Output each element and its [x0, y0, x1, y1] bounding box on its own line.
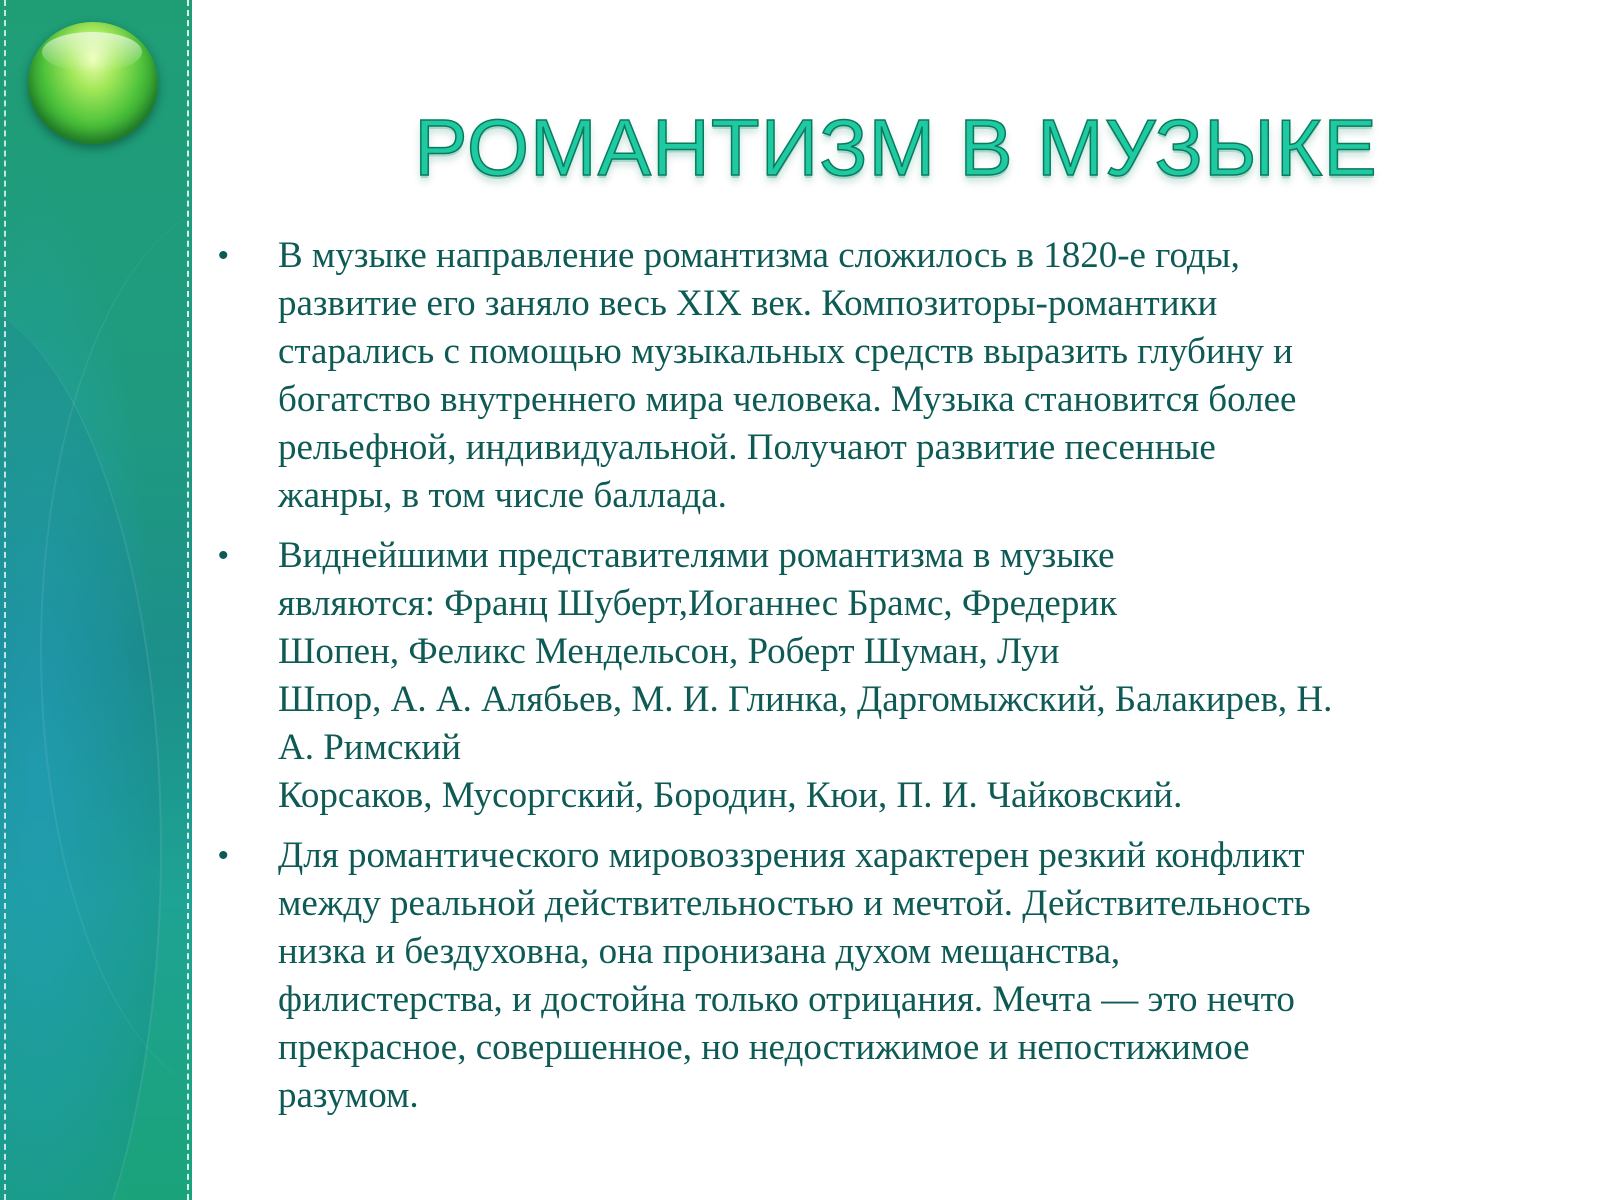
bullet-item — [210, 232, 1500, 520]
bullet-line: между реальной действительностью и мечтой. Действительность — [278, 883, 1311, 924]
bullet-line: низка и бездуховна, она пронизана духом мещанства, — [278, 931, 1121, 972]
bullet-list — [210, 232, 1500, 1132]
bullet-mark: • — [218, 539, 229, 572]
bullet-line: Корсаков, Мусоргский, Бородин, Кюи, П. И. Чайковский. — [278, 775, 1183, 816]
bullet-line: прекрасное, совершенное, но недостижимое и непостижимое — [278, 1027, 1250, 1068]
bullet-line: Шопен, Феликс Мендельсон, Роберт Шуман, Луи — [278, 631, 1060, 672]
bullet-item — [210, 532, 1500, 820]
dashed-border-left — [4, 0, 6, 1200]
bullet-line: В музыке направление романтизма сложилось в 1820-е годы, — [278, 235, 1240, 276]
bullet-line: жанры, в том числе баллада. — [278, 475, 727, 516]
bullet-line: развитие его заняло весь XIX век. Композиторы-романтики — [278, 283, 1218, 324]
bullet-line: филистерства, и достойна только отрицания. Мечта — это нечто — [278, 979, 1295, 1020]
side-decoration-panel — [0, 0, 192, 1200]
bullet-mark: • — [218, 839, 229, 872]
green-orb-icon — [28, 22, 158, 144]
bullet-line: являются: Франц Шуберт,Иоганнес Брамс, Фредерик — [278, 583, 1118, 624]
bullet-line: богатство внутреннего мира человека. Музыка становится более — [278, 379, 1297, 420]
bullet-item — [210, 832, 1500, 1120]
bullet-line: старались с помощью музыкальных средств выразить глубину и — [278, 331, 1293, 372]
slide-title: РОМАНТИЗМ В МУЗЫКЕ — [414, 103, 1378, 192]
bullet-line: рельефной, индивидуальной. Получают развитие песенные — [278, 427, 1216, 468]
bullet-line: Виднейшими представителями романтизма в музыке — [278, 535, 1115, 576]
dashed-border-right — [187, 0, 189, 1200]
bullet-line: разумом. — [278, 1075, 419, 1116]
bullet-mark: • — [218, 239, 229, 272]
bullet-line: Шпор, А. А. Алябьев, М. И. Глинка, Даргомыжский, Балакирев, Н. — [278, 679, 1333, 720]
bullet-line: Для романтического мировоззрения характерен резкий конфликт — [278, 835, 1305, 876]
bullet-line: А. Римский — [278, 727, 462, 768]
